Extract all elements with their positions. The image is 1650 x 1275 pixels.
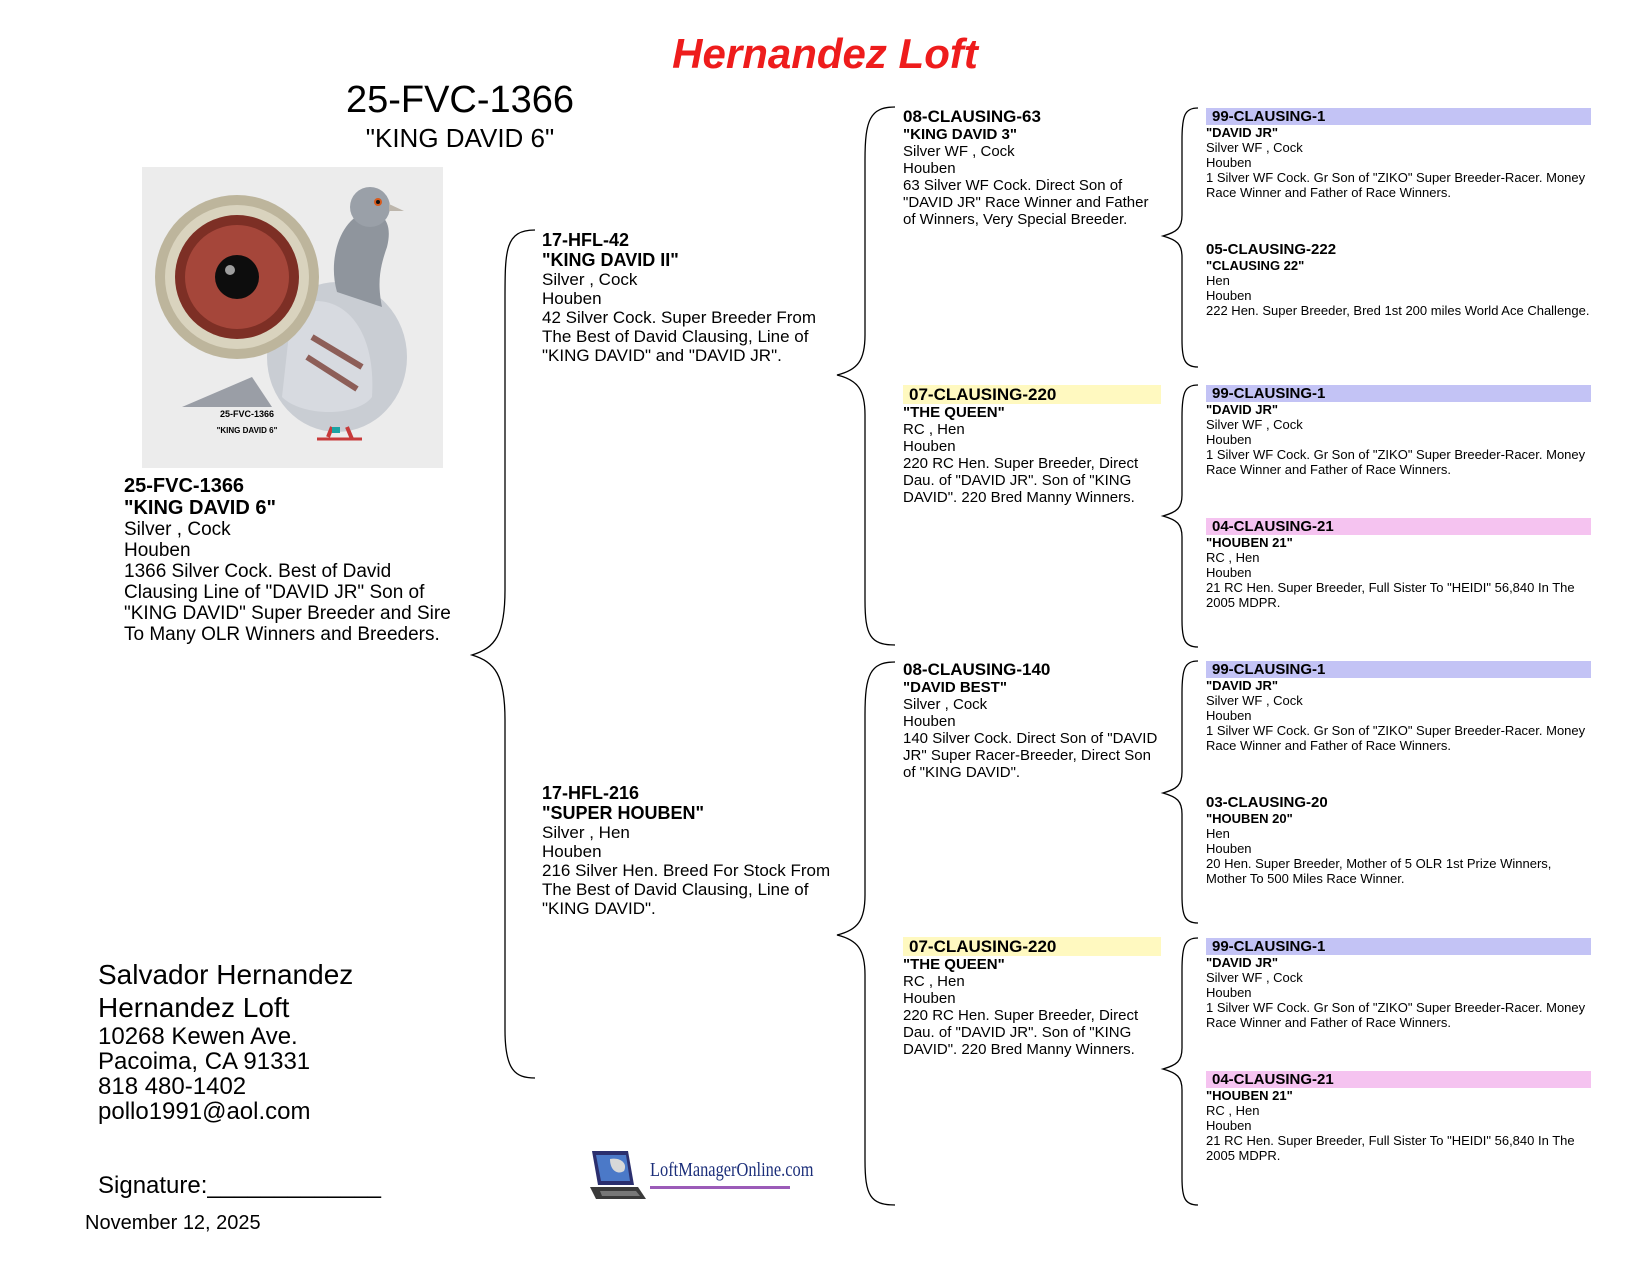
bird-name: "KING DAVID 3"	[903, 126, 1017, 143]
bird-band: 03-CLAUSING-20	[1206, 794, 1328, 811]
bird-notes: 20 Hen. Super Breeder, Mother of 5 OLR 1st Prize Winners, Mother To 500 Miles Race Winner.	[1206, 856, 1552, 886]
bird-name: "DAVID JR"	[1206, 402, 1279, 417]
bird-notes: 216 Silver Hen. Breed For Stock From The Best of David Clausing, Line of "KING DAVID".	[542, 861, 831, 918]
great-grandparent-8	[1206, 1071, 1591, 1163]
bird-strain: Houben	[1206, 1118, 1252, 1133]
bird-name: "HOUBEN 21"	[1206, 1088, 1293, 1103]
bird-name: "DAVID JR"	[1206, 955, 1279, 970]
print-date: November 12, 2025	[85, 1212, 261, 1234]
bird-strain: Houben	[1206, 155, 1252, 170]
bird-name: "DAVID JR"	[1206, 678, 1279, 693]
bird-strain: Houben	[542, 289, 602, 308]
bird-band: 08-CLAUSING-140	[903, 660, 1051, 679]
sire-bird	[542, 230, 832, 365]
bird-band: 17-HFL-216	[542, 783, 640, 803]
bird-strain: Houben	[903, 990, 956, 1007]
bird-name: "KING DAVID 6"	[124, 497, 276, 519]
bird-notes: 1 Silver WF Cock. Gr Son of "ZIKO" Super Breeder-Racer. Money Race Winner and Father of Race Winners.	[1206, 170, 1586, 200]
bird-color-sex: Silver WF , Cock	[1206, 970, 1303, 985]
bird-color-sex: Silver WF , Cock	[1206, 140, 1303, 155]
bird-strain: Houben	[903, 438, 956, 455]
logo-underline-icon	[650, 1185, 790, 1191]
bird-band: 07-CLAUSING-220	[903, 937, 1161, 956]
bird-band: 99-CLAUSING-1	[1206, 661, 1591, 678]
bird-band: 04-CLAUSING-21	[1206, 518, 1591, 535]
bird-strain: Houben	[542, 842, 602, 861]
bird-band: 25-FVC-1366	[124, 475, 245, 497]
owner-loft: Hernandez Loft	[98, 992, 290, 1023]
bird-notes: 1 Silver WF Cock. Gr Son of "ZIKO" Super Breeder-Racer. Money Race Winner and Father of Race Winners.	[1206, 447, 1586, 477]
bird-color-sex: Silver , Cock	[124, 519, 231, 540]
bird-color-sex: Silver WF , Cock	[1206, 417, 1303, 432]
photo-caption-name: "KING DAVID 6"	[216, 426, 278, 435]
granddam-2	[903, 937, 1165, 1058]
bird-name: "THE QUEEN"	[903, 956, 1005, 973]
bracket-granddam-2	[1163, 938, 1198, 1205]
subject-heading	[260, 78, 660, 154]
loftmanager-logo	[588, 1145, 814, 1205]
owner-email: pollo1991@aol.com	[98, 1098, 311, 1125]
great-grandparent-4	[1206, 518, 1591, 610]
bird-notes: 21 RC Hen. Super Breeder, Full Sister To "HEIDI" 56,840 In The 2005 MDPR.	[1206, 580, 1575, 610]
bird-name: "HOUBEN 20"	[1206, 811, 1293, 826]
bird-color-sex: Silver , Cock	[903, 696, 988, 713]
great-grandparent-3	[1206, 385, 1591, 477]
bird-strain: Houben	[124, 540, 191, 561]
great-grandparent-6	[1206, 794, 1591, 886]
bird-name: "THE QUEEN"	[903, 404, 1005, 421]
bird-notes: 220 RC Hen. Super Breeder, Direct Dau. of "DAVID JR". Son of "KING DAVID". 220 Bred Manny Winners.	[903, 455, 1139, 506]
bird-notes: 140 Silver Cock. Direct Son of "DAVID JR" Super Racer-Breeder, Direct Son of "KING DAVID".	[903, 730, 1158, 781]
bracket-sire	[837, 107, 895, 645]
owner-address: 10268 Kewen Ave.	[98, 1023, 298, 1050]
bird-name: "HOUBEN 21"	[1206, 535, 1293, 550]
bird-band: 07-CLAUSING-220	[903, 385, 1161, 404]
bird-color-sex: RC , Hen	[1206, 1103, 1260, 1118]
bird-name: "DAVID JR"	[1206, 125, 1279, 140]
grandsire-1	[903, 107, 1165, 228]
bird-strain: Houben	[903, 713, 956, 730]
bird-notes: 222 Hen. Super Breeder, Bred 1st 200 miles World Ace Challenge.	[1206, 303, 1590, 318]
bird-color-sex: Silver WF , Cock	[903, 143, 1015, 160]
bird-notes: 1 Silver WF Cock. Gr Son of "ZIKO" Super Breeder-Racer. Money Race Winner and Father of Race Winners.	[1206, 723, 1586, 753]
owner-contact	[98, 958, 518, 1124]
bird-color-sex: Silver , Cock	[542, 270, 638, 289]
owner-name: Salvador Hernandez	[98, 959, 354, 990]
bracket-grandsire-1	[1163, 108, 1198, 367]
dam-bird	[542, 783, 832, 918]
bird-strain: Houben	[903, 160, 956, 177]
bird-name: "CLAUSING 22"	[1206, 258, 1305, 273]
bird-notes: 1 Silver WF Cock. Gr Son of "ZIKO" Super Breeder-Racer. Money Race Winner and Father of Race Winners.	[1206, 1000, 1586, 1030]
logo-text: LoftManagerOnline.com	[650, 1159, 814, 1181]
bird-band: 08-CLAUSING-63	[903, 107, 1041, 126]
bird-band: 05-CLAUSING-222	[1206, 241, 1337, 258]
subject-bird	[124, 475, 464, 645]
bird-strain: Houben	[1206, 985, 1252, 1000]
owner-city: Pacoima, CA 91331	[98, 1048, 311, 1075]
loft-title: Hernandez Loft	[672, 30, 978, 77]
signature-line: Signature:_____________	[98, 1172, 381, 1199]
bird-band: 99-CLAUSING-1	[1206, 108, 1591, 125]
bird-notes: 220 RC Hen. Super Breeder, Direct Dau. of "DAVID JR". Son of "KING DAVID". 220 Bred Manny Winners.	[903, 1007, 1139, 1058]
great-grandparent-7	[1206, 938, 1591, 1030]
bird-name: "DAVID BEST"	[903, 679, 1007, 696]
subject-heading-name: "KING DAVID 6"	[365, 123, 555, 153]
bracket-dam	[837, 662, 895, 1205]
bird-strain: Houben	[1206, 708, 1252, 723]
photo-caption-band: 25-FVC-1366	[219, 409, 275, 419]
bird-color-sex: RC , Hen	[903, 973, 965, 990]
bird-band: 17-HFL-42	[542, 230, 630, 250]
pigeon-illustration	[142, 167, 443, 468]
bracket-grandsire-2	[1163, 661, 1198, 923]
bird-strain: Houben	[1206, 841, 1252, 856]
subject-heading-band: 25-FVC-1366	[345, 79, 575, 121]
bird-band: 99-CLAUSING-1	[1206, 938, 1591, 955]
great-grandparent-1	[1206, 108, 1591, 200]
bracket-subject	[472, 230, 535, 1078]
bird-band: 99-CLAUSING-1	[1206, 385, 1591, 402]
bird-color-sex: Hen	[1206, 273, 1230, 288]
bird-notes: 42 Silver Cock. Super Breeder From The Best of David Clausing, Line of "KING DAVID" and "DAVID JR".	[542, 308, 816, 365]
bird-strain: Houben	[1206, 565, 1252, 580]
great-grandparent-2	[1206, 241, 1591, 318]
bracket-granddam-1	[1163, 385, 1198, 647]
great-grandparent-5	[1206, 661, 1591, 753]
grandsire-2	[903, 660, 1165, 781]
bird-color-sex: Silver , Hen	[542, 823, 630, 842]
pigeon-photo	[142, 167, 443, 468]
bird-color-sex: Silver WF , Cock	[1206, 693, 1303, 708]
laptop-logo-icon	[588, 1145, 658, 1205]
bird-notes: 1366 Silver Cock. Best of David Clausing Line of "DAVID JR" Son of "KING DAVID" Super Breeder and Sire To Many OLR Winners and Breeders.	[124, 561, 451, 645]
bird-strain: Houben	[1206, 288, 1252, 303]
bird-strain: Houben	[1206, 432, 1252, 447]
owner-phone: 818 480-1402	[98, 1073, 247, 1100]
bird-notes: 21 RC Hen. Super Breeder, Full Sister To "HEIDI" 56,840 In The 2005 MDPR.	[1206, 1133, 1575, 1163]
bird-color-sex: RC , Hen	[903, 421, 965, 438]
bird-notes: 63 Silver WF Cock. Direct Son of "DAVID JR" Race Winner and Father of Winners, Very Special Breeder.	[903, 177, 1149, 228]
bird-color-sex: RC , Hen	[1206, 550, 1260, 565]
bird-name: "KING DAVID II"	[542, 250, 679, 270]
bird-name: "SUPER HOUBEN"	[542, 803, 705, 823]
bird-color-sex: Hen	[1206, 826, 1230, 841]
bird-band: 04-CLAUSING-21	[1206, 1071, 1591, 1088]
granddam-1	[903, 385, 1165, 506]
